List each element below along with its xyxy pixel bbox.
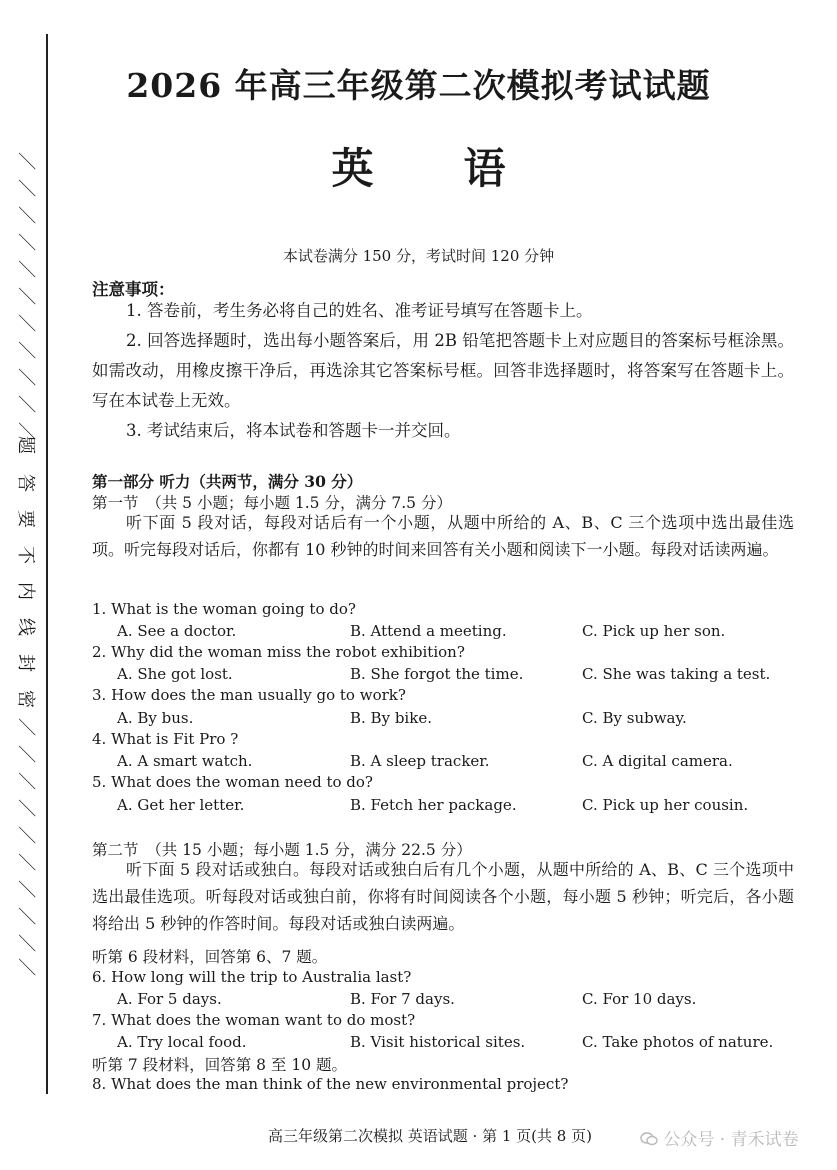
question-stem: 8. What does the man think of the new environmental project? (92, 1075, 569, 1093)
option-b: B. Attend a meeting. (350, 622, 507, 640)
option-c: C. By subway. (582, 709, 687, 727)
seal-glyph: ／ (15, 799, 36, 817)
seal-glyph: 题 (15, 436, 36, 454)
seal-glyph: ／ (15, 179, 36, 197)
section1-heading: 第一节 （共 5 小题；每小题 1.5 分，满分 7.5 分） (92, 494, 452, 512)
seal-glyph: 不 (15, 546, 36, 564)
wechat-icon (640, 1132, 658, 1146)
exam-info: 本试卷满分 150 分，考试时间 120 分钟 (282, 247, 555, 265)
seal-glyph: ／ (15, 934, 36, 952)
option-b: B. A sleep tracker. (350, 752, 490, 770)
option-a: A. See a doctor. (117, 622, 237, 640)
seal-glyph: 线 (15, 618, 36, 636)
seal-glyph: 密 (15, 690, 36, 708)
option-a: A. She got lost. (117, 665, 233, 683)
seal-glyph: 封 (15, 654, 36, 672)
seal-glyph: ／ (15, 152, 36, 170)
notes-heading: 注意事项： (92, 280, 175, 299)
option-c: C. Pick up her son. (582, 622, 726, 640)
option-b: B. By bike. (350, 709, 432, 727)
question-stem: 3. How does the man usually go to work? (92, 686, 406, 704)
question-stem: 5. What does the woman need to do? (92, 773, 373, 791)
question-stem: 4. What is Fit Pro ? (92, 730, 239, 748)
seal-glyph: ／ (15, 233, 36, 251)
section2-heading: 第二节 （共 15 小题；每小题 1.5 分，满分 22.5 分） (92, 841, 472, 859)
seal-glyph: ／ (15, 314, 36, 332)
seal-glyph: ／ (15, 880, 36, 898)
option-a: A. For 5 days. (117, 990, 222, 1008)
seal-glyph: ／ (15, 368, 36, 386)
option-c: C. For 10 days. (582, 990, 697, 1008)
question-stem: 2. Why did the woman miss the robot exhibition? (92, 643, 465, 661)
option-a: A. Get her letter. (117, 796, 245, 814)
seal-glyph: ／ (15, 395, 36, 413)
seal-glyph: ／ (15, 826, 36, 844)
option-b: B. For 7 days. (350, 990, 455, 1008)
option-b: B. Visit historical sites. (350, 1033, 526, 1051)
seal-glyph: ／ (15, 718, 36, 736)
material-7-heading: 听第 7 段材料，回答第 8 至 10 题。 (92, 1056, 348, 1074)
option-c: C. Pick up her cousin. (582, 796, 749, 814)
section2-instructions: 听下面 5 段对话或独白。每段对话或独白后有几个小题，从题中所给的 A、B、C 三个选项中选出最佳选项。听每段对话或独白前，你将有时间阅读各个小题，每小题 5 秒钟；听完后，各小题将给出 5 秒钟的作答时间。每段对话或独白读两遍。 (92, 860, 794, 933)
exam-title: 2026 年高三年级第二次模拟考试试题 (126, 66, 711, 105)
option-a: A. A smart watch. (117, 752, 253, 770)
subject-title: 英语 (331, 144, 596, 193)
watermark (640, 1125, 799, 1150)
seal-glyph: ／ (15, 341, 36, 359)
seal-glyph: ／ (15, 772, 36, 790)
seal-glyph: ／ (15, 907, 36, 925)
seal-glyph: ／ (15, 287, 36, 305)
seal-glyph: 内 (15, 582, 36, 600)
option-b: B. Fetch her package. (350, 796, 517, 814)
seal-glyph: 要 (15, 510, 36, 528)
note-item: 2. 回答选择题时，选出每小题答案后，用 2B 铅笔把答题卡上对应题目的答案标号框涂黑。如需改动，用橡皮擦干净后，再选涂其它答案标号框。回答非选择题时，将答案写在答题卡上。写在本试卷上无效。 (92, 331, 794, 410)
option-c: C. Take photos of nature. (582, 1033, 774, 1051)
section1-instructions: 听下面 5 段对话，每段对话后有一个小题，从题中所给的 A、B、C 三个选项中选出最佳选项。听完每段对话后，你都有 10 秒钟的时间来回答有关小题和阅读下一小题。每段对话读两遍。 (92, 513, 794, 559)
option-b: B. She forgot the time. (350, 665, 524, 683)
seal-glyph: ／ (15, 853, 36, 871)
seal-glyph: 答 (15, 474, 36, 492)
note-item: 1. 答卷前，考生务必将自己的姓名、准考证号填写在答题卡上。 (126, 301, 593, 320)
seal-glyph: ／ (15, 206, 36, 224)
part1-heading: 第一部分 听力（共两节，满分 30 分） (92, 472, 363, 491)
option-a: A. By bus. (117, 709, 194, 727)
watermark-text: 公众号 · 青禾试卷 (663, 1130, 799, 1150)
note-item: 3. 考试结束后，将本试卷和答题卡一并交回。 (126, 421, 461, 440)
seal-glyph: ／ (15, 260, 36, 278)
material-6-heading: 听第 6 段材料，回答第 6、7 题。 (92, 948, 328, 966)
option-a: A. Try local food. (117, 1033, 247, 1051)
page-footer: 高三年级第二次模拟 英语试题 · 第 1 页(共 8 页) (268, 1127, 592, 1145)
question-stem: 7. What does the woman want to do most? (92, 1011, 416, 1029)
seal-glyph: ／ (15, 745, 36, 763)
option-c: C. A digital camera. (582, 752, 733, 770)
seal-glyph: ／ (15, 422, 36, 440)
seal-glyph: ／ (15, 958, 36, 976)
seal-strip (8, 150, 42, 980)
question-stem: 6. How long will the trip to Australia last? (92, 968, 412, 986)
notes-list (92, 296, 794, 446)
option-c: C. She was taking a test. (582, 665, 771, 683)
question-stem: 1. What is the woman going to do? (92, 600, 356, 618)
